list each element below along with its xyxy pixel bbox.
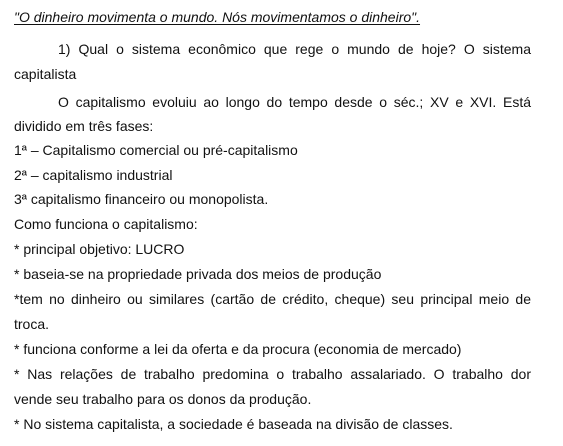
phase-item-2: 2ª – capitalismo industrial <box>14 167 173 183</box>
phase-item-3: 3ª capitalismo financeiro ou monopolista. <box>14 191 269 207</box>
bullet-objective: * principal objetivo: LUCRO <box>14 241 185 257</box>
intro-line-2: dividido em três fases: <box>14 118 154 134</box>
bullet-labor-line-1: * Nas relações de trabalho predomina o trabalho assalariado. O trabalho dor <box>14 366 531 382</box>
bullet-market: * funciona conforme a lei da oferta e da procura (economia de mercado) <box>14 341 462 357</box>
question-line-2: capitalista <box>14 66 77 82</box>
how-heading: Como funciona o capitalismo: <box>14 216 198 232</box>
bullet-money-line-2: troca. <box>14 316 50 332</box>
document-title: "O dinheiro movimenta o mundo. Nós movimentamos o dinheiro". <box>14 9 421 25</box>
bullet-classes: * No sistema capitalista, a sociedade é baseada na divisão de classes. <box>14 416 453 432</box>
phase-item-1: 1ª – Capitalismo comercial ou pré-capitalismo <box>14 142 298 158</box>
bullet-property: * baseia-se na propriedade privada dos meios de produção <box>14 266 382 282</box>
bullet-money-line-1: *tem no dinheiro ou similares (cartão de crédito, cheque) seu principal meio de <box>14 291 531 307</box>
intro-line-1: O capitalismo evoluiu ao longo do tempo desde o séc.; XV e XVI. Está <box>58 94 531 110</box>
bullet-labor-line-2: vende seu trabalho para os donos da produção. <box>14 391 312 407</box>
question-line-1: 1) Qual o sistema econômico que rege o mundo de hoje? O sistema <box>58 41 531 57</box>
